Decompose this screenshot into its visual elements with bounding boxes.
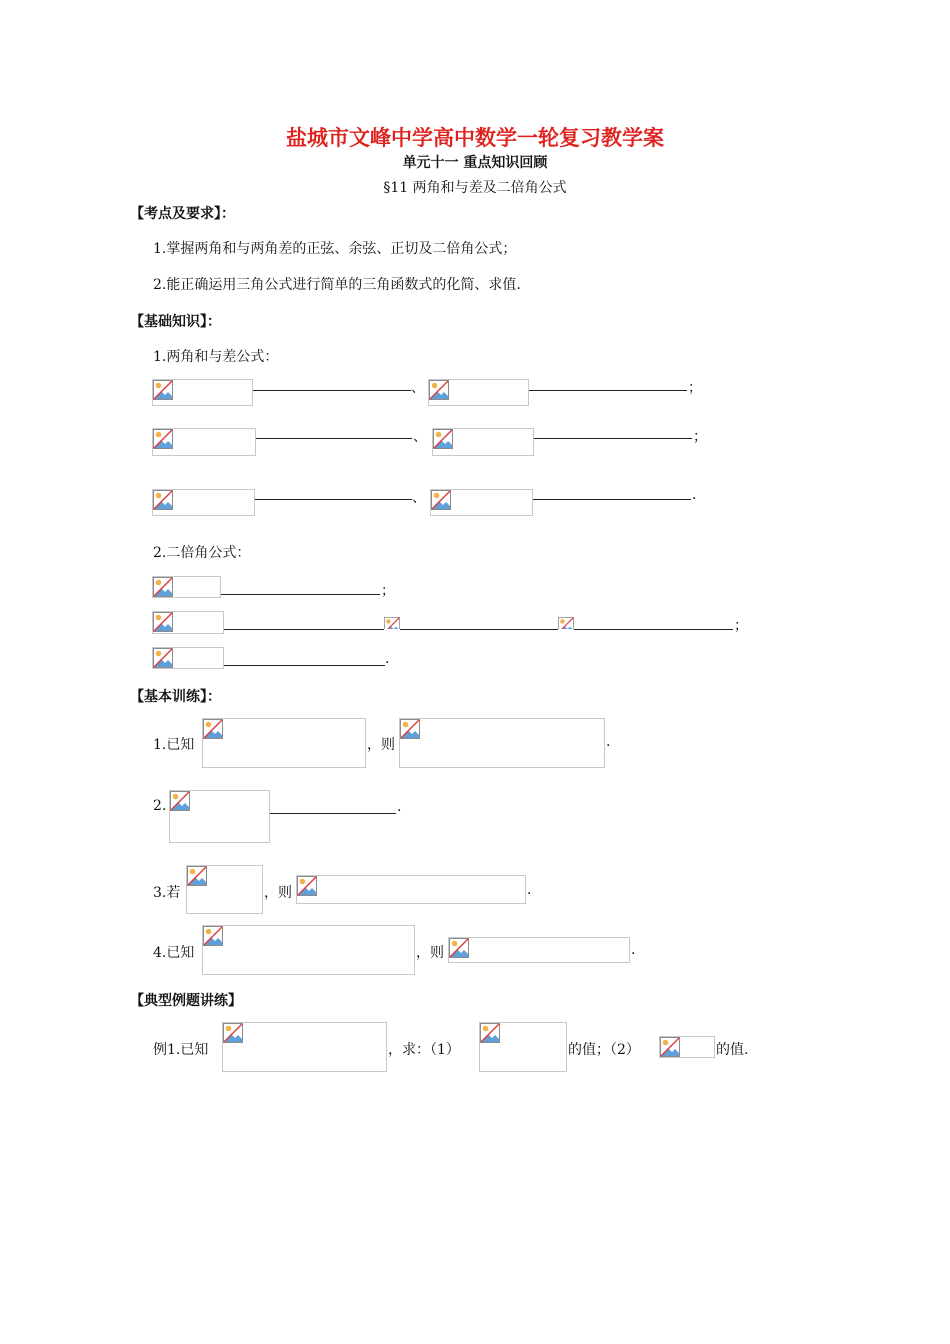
broken-image-icon [223,1023,243,1043]
formula-image [152,379,253,406]
q2-prefix: 2. [153,798,167,814]
formula-image [152,428,256,456]
period: . [385,651,390,667]
separator: 、 [413,429,427,445]
formula-image [479,1022,567,1072]
broken-image-icon [187,866,207,886]
formula-image [659,1036,715,1058]
q1-prefix: 1.已知 [153,737,195,753]
broken-image-icon [153,490,173,510]
blank-line [255,499,412,500]
formula-image [202,718,366,768]
q3-mid: ，则 [264,885,292,901]
formula-image [169,790,270,843]
period: . [692,487,697,503]
formula-image [186,865,263,914]
blank-line [529,390,687,391]
broken-image-icon [558,617,574,629]
broken-image-icon [449,938,469,958]
requirement-item-1: 1.掌握两角和与两角差的正弦、余弦、正切及二倍角公式； [153,241,517,257]
blank-line [224,665,385,666]
formula-image [296,875,526,904]
separator: 、 [412,490,426,506]
broken-image-icon [297,876,317,896]
blank-line [533,499,691,500]
broken-image-icon [153,380,173,400]
training-heading: 【基本训练】： [130,689,221,705]
blank-line [256,438,412,439]
formula-image [428,379,529,406]
formula-image [432,428,534,456]
formula-image [384,617,400,629]
period: . [631,942,636,958]
period: . [397,799,402,815]
blank-line [534,438,692,439]
basics-item-2: 2.二倍角公式： [153,545,251,561]
period: . [606,734,611,750]
q1-mid: ，则 [367,737,395,753]
formula-image [399,718,605,768]
formula-image [152,576,221,598]
broken-image-icon [203,719,223,739]
blank-line [270,813,396,814]
page-title: 盐城市文峰中学高中数学一轮复习教学案 [286,126,664,150]
ex1-end: 的值. [716,1042,749,1058]
q3-prefix: 3.若 [153,885,181,901]
requirement-item-2: 2.能正确运用三角公式进行简单的三角函数式的化简、求值. [153,277,521,293]
formula-image [448,937,630,963]
blank-line [221,594,380,595]
broken-image-icon [431,490,451,510]
broken-image-icon [384,617,400,629]
blank-line [253,390,411,391]
semicolon: ； [381,583,395,599]
ex1-mid: 的值；（2） [568,1042,640,1058]
blank-line [400,629,558,630]
formula-image [558,617,574,629]
unit-subtitle: 单元十一 重点知识回顾 [402,155,548,171]
semicolon: ； [734,618,748,634]
blank-line [224,629,384,630]
broken-image-icon [480,1023,500,1043]
period: . [527,882,532,898]
broken-image-icon [153,577,173,597]
formula-image [430,489,533,516]
blank-line [574,629,733,630]
formula-image [152,489,255,516]
ex1-ask: ，求：（1） [388,1042,460,1058]
separator: 、 [411,380,425,396]
broken-image-icon [433,429,453,449]
semicolon: ； [693,429,707,445]
broken-image-icon [400,719,420,739]
formula-image [202,925,415,975]
broken-image-icon [153,648,173,668]
broken-image-icon [153,612,173,632]
q4-mid: ，则 [416,945,444,961]
broken-image-icon [429,380,449,400]
formula-image [222,1022,387,1072]
q4-prefix: 4.已知 [153,945,195,961]
semicolon: ； [688,380,702,396]
basics-item-1: 1.两角和与差公式： [153,349,279,365]
basics-heading: 【基础知识】： [130,314,221,330]
formula-image [152,611,224,634]
section-title: §11 两角和与差及二倍角公式 [383,180,567,196]
formula-image [152,647,224,669]
ex1-prefix: 例1.已知 [153,1042,209,1058]
broken-image-icon [170,791,190,811]
examples-heading: 【典型例题讲练】 [130,993,242,1009]
requirements-heading: 【考点及要求】： [130,206,235,222]
broken-image-icon [153,429,173,449]
broken-image-icon [203,926,223,946]
broken-image-icon [660,1037,680,1057]
